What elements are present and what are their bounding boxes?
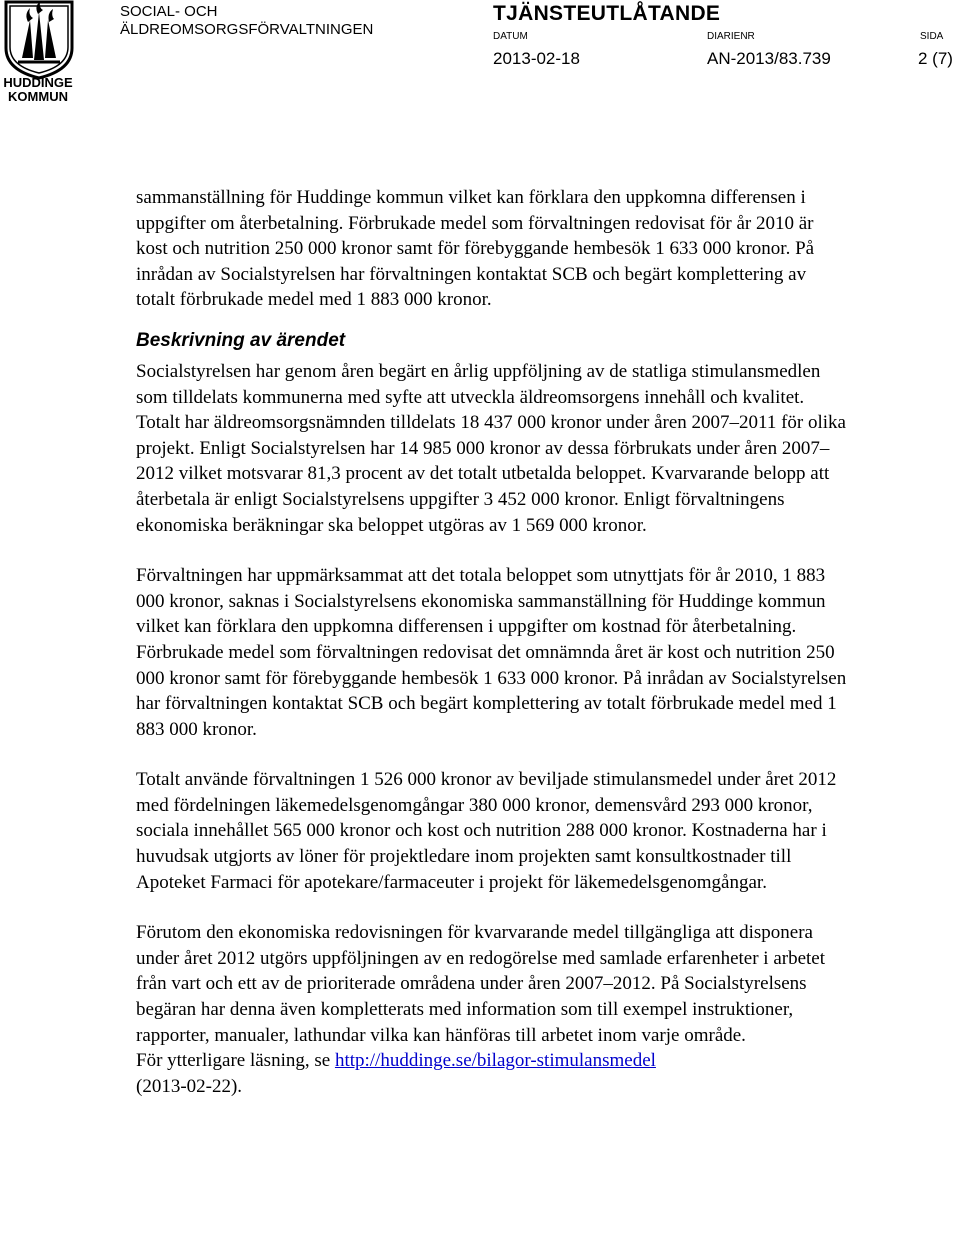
further-reading-text: För ytterligare läsning, se bbox=[136, 1050, 335, 1072]
document-body bbox=[136, 185, 848, 1099]
org-line-1: SOCIAL- OCH bbox=[120, 3, 218, 20]
paragraph-4: Totalt använde förvaltningen 1 526 000 kronor av beviljade stimulansmedel under året 2012 med fördelningen läkemedelsgenomgångar 380 000 kronor, demensvård 293 000 kronor, sociala innehållet 565 000 kronor och kost och nutrition 288 000 kronor. Kostnaderna har i huvudsak utgjorts av löner för projektledare inom projekten samt konsultkostnader till Apoteket Farmaci för apotekare/farmaceuter i projekt för läkemedelsgenomgångar. bbox=[136, 769, 837, 893]
paragraph-3: Förvaltningen har uppmärksammat att det totala beloppet som utnyttjats för år 2010, 1 883 000 kronor, saknas i Socialstyrelsens ekonomiska sammanställning för Huddinge kommun vilket kan förklara den uppkomna differensen i uppgifter om kostnad för återbetalning. Förbrukade medel som förvaltningen redovisat det omnämnda året är kost och nutrition 250 000 kronor samt för förebyggande hembesök 1 633 000 kronor. På inrådan av Socialstyrelsen har förvaltningen kontaktat SCB och begärt komplettering av totalt förbrukade medel med 1 883 000 kronor. bbox=[136, 565, 847, 740]
diarienr-label: DIARIENR bbox=[707, 31, 755, 42]
sida-value: 2 (7) bbox=[918, 49, 953, 68]
huddinge-logo bbox=[0, 0, 78, 108]
paragraph-5: Förutom den ekonomiska redovisningen för kvarvarande medel tillgängliga att disponera under året 2012 utgörs uppföljningen av en redogörelse med samlade erfarenheter i arbetet från vart och ett av de prioriterade områdena under åren 2007–2012. På Socialstyrelsens begäran har denna även kompletterats med information som till exempel instruktioner, rapporter, manualer, lathundar vilka kan hänföras till arbetet inom varje område. bbox=[136, 922, 826, 1046]
datum-label: DATUM bbox=[493, 31, 528, 42]
diarienr-value: AN-2013/83.739 bbox=[707, 49, 831, 68]
logo-line-2: KOMMUN bbox=[8, 89, 68, 104]
stimulansmedel-link[interactable]: http://huddinge.se/bilagor-stimulansmedel bbox=[334, 1050, 656, 1072]
logo-line-1: HUDDINGE bbox=[3, 75, 73, 90]
coat-of-arms-icon bbox=[0, 0, 78, 80]
document-type: TJÄNSTEUTLÅTANDE bbox=[493, 2, 721, 25]
logo-text bbox=[0, 76, 76, 104]
paragraph-2: Socialstyrelsen har genom åren begärt en årlig uppföljning av de statliga stimulansmedlen som tilldelats kommunerna med syfte att utveckla äldreomsorgens innehåll och kvalitet. Totalt har äldreomsorgsnämnden tilldelats 18 437 000 kronor under åren 2007–2011 för olika projekt. Enligt Socialstyrelsen har 14 985 000 kronor av dessa förbrukats under åren 2007–2012 vilket motsvarar 81,3 procent av det totalt utbetalda beloppet. Kvarvarande belopp att återbetala är enligt Socialstyrelsens uppgifter 3 452 000 kronor. Enligt förvaltningens ekonomiska beräkningar ska beloppet utgöras av 1 569 000 kronor. bbox=[136, 360, 846, 536]
org-line-2: ÄLDREOMSORGSFÖRVALTNINGEN bbox=[120, 21, 374, 38]
access-date: (2013-02-22). bbox=[136, 1075, 243, 1097]
organization-name bbox=[120, 3, 373, 39]
section-heading: Beskrivning av ärendet bbox=[136, 329, 346, 351]
sida-label: SIDA bbox=[920, 31, 944, 42]
datum-value: 2013-02-18 bbox=[493, 49, 580, 68]
paragraph-6 bbox=[136, 1048, 848, 1099]
paragraph-1: sammanställning för Huddinge kommun vilket kan förklara den uppkomna differensen i uppgifter om återbetalning. Förbrukade medel som förvaltningen redovisat för år 2010 är kost och nutrition 250 000 kronor samt för förebyggande hembesök 1 633 000 kronor. På inrådan av Socialstyrelsen har förvaltningen kontaktat SCB och begärt komplettering av totalt förbrukade medel med 1 883 000 kronor. bbox=[136, 187, 815, 311]
